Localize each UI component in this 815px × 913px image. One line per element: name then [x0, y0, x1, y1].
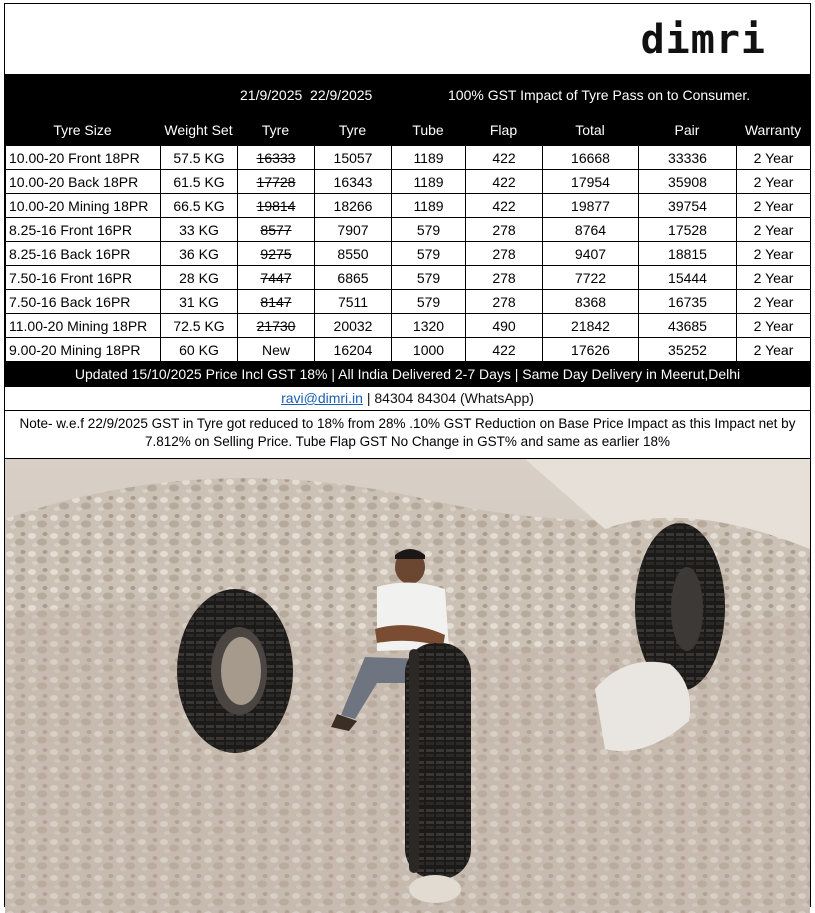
center-tyre	[405, 643, 471, 879]
col-tube: Tube	[412, 122, 444, 138]
table-row	[6, 290, 811, 314]
cell-tube-price: 579	[392, 266, 466, 290]
cell-total-price: 17954	[543, 170, 639, 194]
cell-total-price: 21842	[543, 314, 639, 338]
cell-new-tyre-price: 7907	[315, 218, 392, 242]
cell-total-price: 8368	[543, 290, 639, 314]
cell-pair-price: 16735	[639, 290, 737, 314]
cell-flap-price: 422	[466, 170, 543, 194]
table-row	[6, 146, 811, 170]
price-sheet	[4, 3, 811, 907]
cell-flap-price: 490	[466, 314, 543, 338]
cell-tyre-size: 10.00-20 Back 18PR	[6, 170, 161, 194]
effective-dates: 21/9/2025 22/9/2025	[240, 87, 373, 103]
cell-tube-price: 1000	[392, 338, 466, 362]
table-row	[6, 218, 811, 242]
table-row	[6, 314, 811, 338]
tyre-photo	[5, 459, 810, 913]
cell-pair-price: 15444	[639, 266, 737, 290]
cell-tyre-size: 10.00-20 Front 18PR	[6, 146, 161, 170]
cell-new-tyre-price: 18266	[315, 194, 392, 218]
price-table	[5, 145, 811, 362]
gst-note: Note- w.e.f 22/9/2025 GST in Tyre got reduced to 18% from 28% .10% GST Reduction on Base Price Impact as this Impact net by 7.812% on Selling Price. Tube Flap GST No Change in GST% and same as earlier 18%	[5, 411, 810, 459]
column-header-table	[5, 117, 810, 143]
cell-total-price: 7722	[543, 266, 639, 290]
cell-flap-price: 422	[466, 338, 543, 362]
cell-weight: 28 KG	[161, 266, 238, 290]
quarry-photo-illustration	[5, 459, 810, 913]
cell-total-price: 19877	[543, 194, 639, 218]
cell-old-tyre-price: 21730	[238, 314, 315, 338]
whatsapp-number: | 84304 84304 (WhatsApp)	[362, 390, 534, 406]
table-row	[6, 338, 811, 362]
cell-weight: 66.5 KG	[161, 194, 238, 218]
cell-warranty: 2 Year	[737, 146, 811, 170]
cell-old-tyre-price: 17728	[238, 170, 315, 194]
cell-tyre-size: 7.50-16 Front 16PR	[6, 266, 161, 290]
cell-weight: 61.5 KG	[161, 170, 238, 194]
contact-line	[5, 387, 810, 411]
cell-pair-price: 18815	[639, 242, 737, 266]
cell-weight: 72.5 KG	[161, 314, 238, 338]
brand-logo: dimri	[640, 17, 766, 63]
cell-pair-price: 39754	[639, 194, 737, 218]
cell-old-tyre-price: 8147	[238, 290, 315, 314]
cell-tyre-size: 8.25-16 Front 16PR	[6, 218, 161, 242]
col-old-tyre: Tyre	[261, 122, 290, 138]
cell-old-tyre-price: 9275	[238, 242, 315, 266]
column-header-row	[5, 117, 810, 143]
left-tyre	[177, 589, 293, 753]
cell-warranty: 2 Year	[737, 314, 811, 338]
cell-new-tyre-price: 7511	[315, 290, 392, 314]
cell-warranty: 2 Year	[737, 170, 811, 194]
cell-old-tyre-price: 16333	[238, 146, 315, 170]
cell-warranty: 2 Year	[737, 194, 811, 218]
cell-warranty: 2 Year	[737, 290, 811, 314]
cell-pair-price: 17528	[639, 218, 737, 242]
cell-tube-price: 579	[392, 218, 466, 242]
cell-tyre-size: 8.25-16 Back 16PR	[6, 242, 161, 266]
cell-tube-price: 1320	[392, 314, 466, 338]
cell-weight: 36 KG	[161, 242, 238, 266]
table-row	[6, 266, 811, 290]
table-row	[6, 194, 811, 218]
cell-weight: 33 KG	[161, 218, 238, 242]
updated-banner: Updated 15/10/2025 Price Incl GST 18% | All India Delivered 2-7 Days | Same Day Delivery in Meerut,Delhi	[5, 362, 810, 387]
cell-flap-price: 278	[466, 266, 543, 290]
cell-tube-price: 579	[392, 290, 466, 314]
col-warranty: Warranty	[744, 122, 802, 138]
cell-total-price: 17626	[543, 338, 639, 362]
cell-weight: 60 KG	[161, 338, 238, 362]
col-total: Total	[575, 122, 605, 138]
cell-old-tyre-price: 8577	[238, 218, 315, 242]
gst-impact-note: 100% GST Impact of Tyre Pass on to Consumer.	[448, 87, 751, 103]
cell-pair-price: 35908	[639, 170, 737, 194]
col-tyre-size: Tyre Size	[53, 122, 112, 138]
cell-pair-price: 35252	[639, 338, 737, 362]
table-row	[6, 170, 811, 194]
cell-warranty: 2 Year	[737, 338, 811, 362]
cell-weight: 57.5 KG	[161, 146, 238, 170]
cell-new-tyre-price: 6865	[315, 266, 392, 290]
table-header-band	[5, 75, 810, 145]
cell-old-tyre-price: 7447	[238, 266, 315, 290]
col-new-tyre: Tyre	[338, 122, 367, 138]
col-pair: Pair	[674, 122, 700, 138]
cell-pair-price: 33336	[639, 146, 737, 170]
cell-new-tyre-price: 15057	[315, 146, 392, 170]
cell-total-price: 9407	[543, 242, 639, 266]
cell-warranty: 2 Year	[737, 242, 811, 266]
cell-old-tyre-price: New	[238, 338, 315, 362]
cell-tyre-size: 10.00-20 Mining 18PR	[6, 194, 161, 218]
cell-flap-price: 278	[466, 242, 543, 266]
cell-flap-price: 422	[466, 146, 543, 170]
cell-tube-price: 1189	[392, 170, 466, 194]
cell-warranty: 2 Year	[737, 266, 811, 290]
cell-new-tyre-price: 16204	[315, 338, 392, 362]
cell-pair-price: 43685	[639, 314, 737, 338]
cell-total-price: 16668	[543, 146, 639, 170]
cell-weight: 31 KG	[161, 290, 238, 314]
cell-total-price: 8764	[543, 218, 639, 242]
table-row	[6, 242, 811, 266]
cell-new-tyre-price: 8550	[315, 242, 392, 266]
email-link[interactable]: ravi@dimri.in	[281, 390, 363, 406]
cell-tyre-size: 11.00-20 Mining 18PR	[6, 314, 161, 338]
col-weight-set: Weight Set	[164, 122, 233, 138]
cell-new-tyre-price: 20032	[315, 314, 392, 338]
cell-tube-price: 579	[392, 242, 466, 266]
cell-new-tyre-price: 16343	[315, 170, 392, 194]
cell-tyre-size: 7.50-16 Back 16PR	[6, 290, 161, 314]
cell-warranty: 2 Year	[737, 218, 811, 242]
cell-flap-price: 278	[466, 218, 543, 242]
cell-tyre-size: 9.00-20 Mining 18PR	[6, 338, 161, 362]
col-flap: Flap	[489, 122, 518, 138]
cell-old-tyre-price: 19814	[238, 194, 315, 218]
cell-flap-price: 422	[466, 194, 543, 218]
cell-tube-price: 1189	[392, 146, 466, 170]
cell-tube-price: 1189	[392, 194, 466, 218]
cell-flap-price: 278	[466, 290, 543, 314]
logo-band	[5, 4, 810, 75]
